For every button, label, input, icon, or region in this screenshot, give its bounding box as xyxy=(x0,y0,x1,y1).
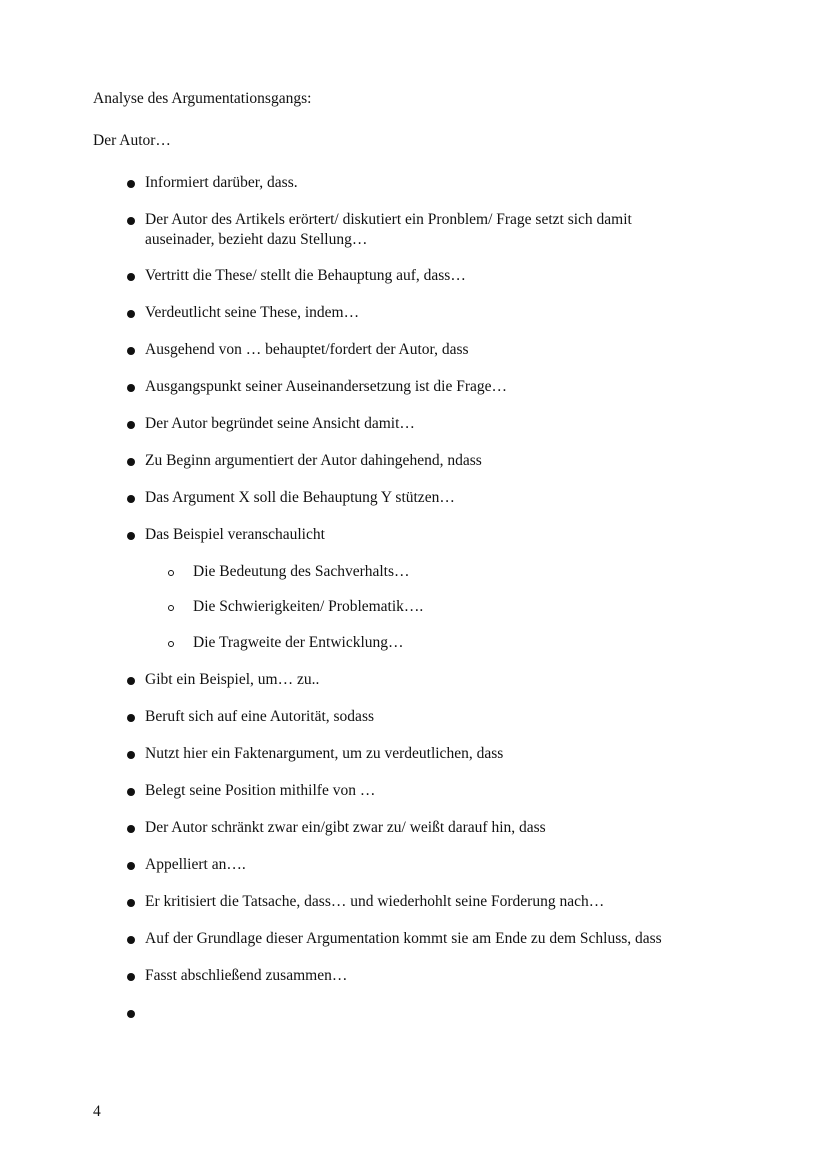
sub-bullet-icon xyxy=(168,641,174,647)
list-item: Das Beispiel veranschaulicht xyxy=(145,526,325,543)
list-item: Fasst abschließend zusammen… xyxy=(145,967,348,984)
list-item: Er kritisiert die Tatsache, dass… und wiederhohlt seine Forderung nach… xyxy=(145,893,605,910)
bullet-icon xyxy=(127,973,135,981)
bullet-icon xyxy=(127,180,135,188)
list-item: Der Autor begründet seine Ansicht damit… xyxy=(145,415,415,432)
sub-list-item: Die Tragweite der Entwicklung… xyxy=(193,634,404,651)
bullet-icon xyxy=(127,788,135,796)
bullet-icon xyxy=(127,751,135,759)
bullet-icon xyxy=(127,421,135,429)
bullet-icon xyxy=(127,677,135,685)
bullet-icon xyxy=(127,825,135,833)
bullet-icon xyxy=(127,217,135,225)
list-item: Vertritt die These/ stellt die Behauptung auf, dass… xyxy=(145,267,466,284)
sub-bullet-icon xyxy=(168,605,174,611)
list-item: Gibt ein Beispiel, um… zu.. xyxy=(145,671,320,688)
list-item: Das Argument X soll die Behauptung Y stützen… xyxy=(145,489,455,506)
page-number: 4 xyxy=(93,1103,101,1120)
sub-list-item: Die Schwierigkeiten/ Problematik…. xyxy=(193,598,424,615)
list-item: Auf der Grundlage dieser Argumentation kommt sie am Ende zu dem Schluss, dass xyxy=(145,930,662,947)
sub-list-item: Die Bedeutung des Sachverhalts… xyxy=(193,563,410,580)
bullet-icon xyxy=(127,273,135,281)
list-item: Nutzt hier ein Faktenargument, um zu verdeutlichen, dass xyxy=(145,745,504,762)
list-item: Ausgehend von … behauptet/fordert der Autor, dass xyxy=(145,341,469,358)
list-item: Informiert darüber, dass. xyxy=(145,174,298,191)
bullet-icon xyxy=(127,714,135,722)
bullet-icon xyxy=(127,1010,135,1018)
bullet-icon xyxy=(127,495,135,503)
bullet-icon xyxy=(127,862,135,870)
bullet-icon xyxy=(127,347,135,355)
bullet-icon xyxy=(127,310,135,318)
list-item: Ausgangspunkt seiner Auseinandersetzung ist die Frage… xyxy=(145,378,508,395)
list-item: Verdeutlicht seine These, indem… xyxy=(145,304,360,321)
list-item: Zu Beginn argumentiert der Autor dahingehend, ndass xyxy=(145,452,482,469)
bullet-icon xyxy=(127,899,135,907)
bullet-icon xyxy=(127,384,135,392)
document-subheading: Der Autor… xyxy=(93,132,171,149)
bullet-icon xyxy=(127,532,135,540)
list-item: Beruft sich auf eine Autorität, sodass xyxy=(145,708,375,725)
bullet-icon xyxy=(127,936,135,944)
list-item: Der Autor des Artikels erörtert/ diskutiert ein Pronblem/ Frage setzt sich damit auseinader, bezieht dazu Stellung… xyxy=(145,211,632,248)
bullet-icon xyxy=(127,458,135,466)
list-item: Der Autor schränkt zwar ein/gibt zwar zu/ weißt darauf hin, dass xyxy=(145,819,546,836)
document-heading: Analyse des Argumentationsgangs: xyxy=(93,90,312,107)
sub-bullet-icon xyxy=(168,570,174,576)
list-item: Appelliert an…. xyxy=(145,856,246,873)
list-item: Belegt seine Position mithilfe von … xyxy=(145,782,376,799)
